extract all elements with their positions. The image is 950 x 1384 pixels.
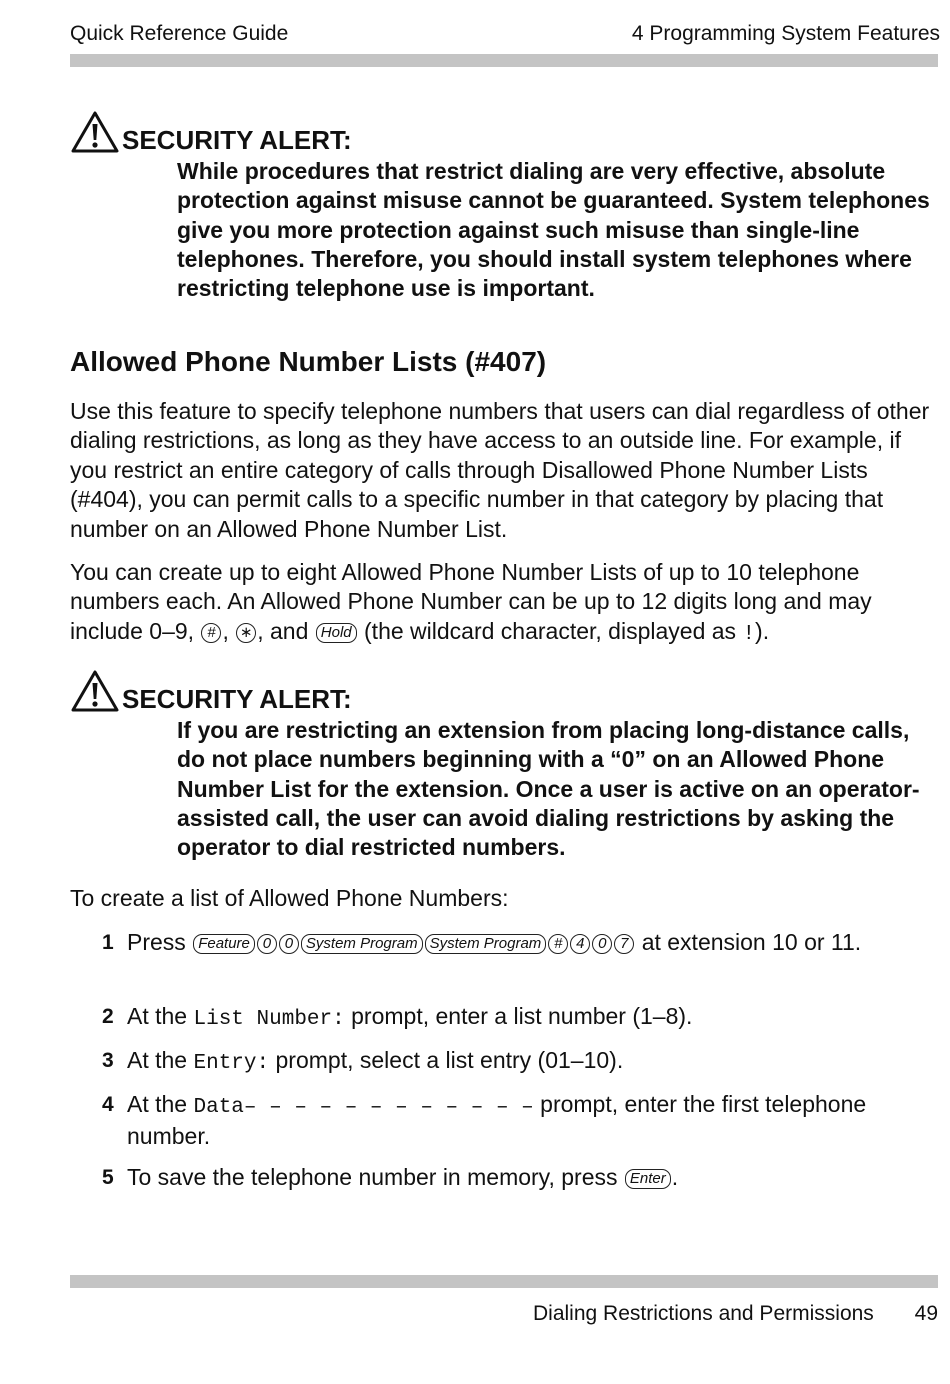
feature-key: Feature — [193, 934, 255, 954]
limits-sep-1: , — [222, 617, 229, 644]
footer-rule — [70, 1275, 938, 1288]
step-2-pre: At the — [127, 1003, 188, 1029]
security-alert-1-text: While procedures that restrict dialing are very effective, absolute protection against misuse cannot be guaranteed. System telephones give you more protection against such misuse than single-line telephones. Therefore, you should install system telephones where restricting telephone use is important. — [177, 158, 930, 302]
system-program-key: System Program — [301, 934, 423, 954]
data-prompt: Data– – – – – – – – – – – – — [193, 1096, 534, 1119]
hold-key: Hold — [316, 623, 357, 643]
security-alert-2-text: If you are restricting an extension from placing long-distance calls, do not place numbers beginning with a “0” on an Allowed Phone Number List for the extension. Once a user is active on an operator-assisted call, the user can avoid dialing restrictions by asking the operator to dial restricted numbers. — [177, 717, 920, 861]
step-4-text — [127, 1090, 887, 1152]
section-title: Allowed Phone Number Lists (#407) — [70, 346, 547, 377]
step-4-pre: At the — [127, 1091, 188, 1117]
step-2-text — [127, 1002, 887, 1034]
header-guide-title: Quick Reference Guide — [70, 22, 289, 45]
limits-text-c: ). — [755, 617, 770, 644]
step-2-post: prompt, enter a list number (1–8). — [351, 1003, 693, 1029]
page-number: 49 — [914, 1302, 938, 1325]
step-5-text — [127, 1163, 887, 1192]
limits-text-a: You can create up to eight Allowed Phone Number Lists of up to 10 telephone numbers each. An Allowed Phone Number can be up to 12 digits long and may include 0–9, — [70, 559, 872, 644]
step-5-pre: To save the telephone number in memory, press — [127, 1164, 618, 1190]
limits-text-b: (the wildcard character, displayed as — [364, 617, 737, 644]
step-number: 2 — [102, 1005, 114, 1028]
step-number: 3 — [102, 1049, 114, 1072]
step-1-post: at extension 10 or 11. — [641, 929, 862, 955]
list-number-prompt: List Number: — [193, 1008, 345, 1031]
step-3-post: prompt, select a list entry (01–10). — [275, 1047, 624, 1073]
enter-key: Enter — [625, 1169, 671, 1189]
step-3-pre: At the — [127, 1047, 188, 1073]
security-alert-1-heading — [70, 110, 352, 154]
limits-paragraph — [70, 558, 940, 649]
zero-key: 0 — [592, 934, 612, 954]
steps-intro: To create a list of Allowed Phone Numbers: — [70, 885, 509, 911]
intro-paragraph: Use this feature to specify telephone numbers that users can dial regardless of other dialing restrictions, as long as they have access to an outside line. For example, if you restrict an entire category of calls through Disallowed Phone Number Lists (#404), you can permit calls to a specific number in that category by placing that number on an Allowed Phone Number List. — [70, 398, 930, 542]
wildcard-char: ! — [742, 622, 756, 646]
security-alert-1-title: SECURITY ALERT: — [122, 125, 352, 155]
four-key: 4 — [570, 934, 590, 954]
star-key: ∗ — [236, 623, 256, 643]
pound-key: # — [548, 934, 568, 954]
step-1-pre: Press — [127, 929, 186, 955]
limits-sep-2: , and — [257, 617, 309, 644]
warning-triangle-icon — [70, 110, 120, 154]
step-number: 4 — [102, 1093, 114, 1116]
step-1-text — [127, 928, 887, 957]
entry-prompt: Entry: — [193, 1052, 270, 1075]
security-alert-2-heading — [70, 669, 352, 713]
header-chapter-title: 4 Programming System Features — [631, 22, 940, 45]
pound-key: # — [201, 623, 221, 643]
zero-key: 0 — [279, 934, 299, 954]
step-5-post: . — [671, 1164, 679, 1190]
warning-triangle-icon — [70, 669, 120, 713]
step-number: 1 — [102, 931, 114, 954]
header-rule — [70, 54, 938, 67]
step-3-text — [127, 1046, 887, 1078]
seven-key: 7 — [614, 934, 634, 954]
zero-key: 0 — [257, 934, 277, 954]
step-4-post: prompt, enter the first telephone number. — [127, 1091, 867, 1150]
footer-section-title: Dialing Restrictions and Permissions — [533, 1302, 874, 1325]
system-program-key: System Program — [425, 934, 547, 954]
security-alert-2-title: SECURITY ALERT: — [122, 684, 352, 714]
step-number: 5 — [102, 1166, 114, 1189]
